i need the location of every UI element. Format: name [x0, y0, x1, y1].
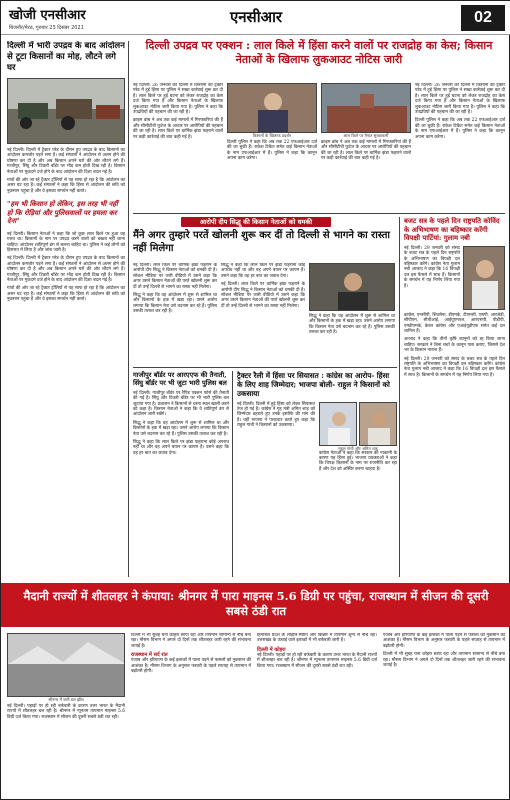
photo-red-fort: [321, 83, 411, 133]
weather-col-2: [131, 633, 251, 795]
story-body: सिद्धू ने कहा कि लाल किले पर झंडा फहराना कोई अपराध नहीं था और वह अपने बयान पर कायम है। उसने कहा कि वह हर बात का जवाब देगा।: [221, 263, 305, 279]
story-body: नई दिल्ली। दिल्ली में हुई हिंसा को लेकर सियासत तेज हो गई है। कांग्रेस ने गृह मंत्री अमित शाह को जिम्मेदार ठहराते हुए उनके इस्तीफे की मांग की है। वहीं भाजपा ने पलटवार करते हुए कहा कि राहुल गांधी ने किसानों को उकसाया।: [237, 401, 315, 429]
lead-headline-block: [133, 39, 505, 79]
story-body: गांवों की ओर जा रहे ट्रैक्टर ट्रॉलियों से यह साफ हो रहा है कि आंदोलन का असर घट रहा है। कई संगठनों ने कहा कि हिंसा से आंदोलन की छवि को नुकसान पहुंचा है और वे इसका समर्थन नहीं करते।: [7, 178, 125, 194]
photo-caption: लाल किले पर तैनात सुरक्षाकर्मी: [343, 133, 389, 138]
story-body: हिमाचल प्रदेश के लाहौल-स्पीति और किन्नौर में तापमान शून्य से नीचे रहा। उत्तराखंड के ऊंचाई वाले इलाकों में भी बर्फबारी जारी है।: [257, 633, 377, 644]
sidhu-portrait-image: [310, 264, 395, 311]
paper-name: खोजी एनसीआर: [9, 8, 86, 23]
story-body: नई दिल्ली। पहाड़ों पर हो रही बर्फबारी के कारण उत्तर भारत के मैदानी राज्यों में शीतलहर चल रही है। श्रीनगर में न्यूनतम तापमान माइनस 5.6 डिग्री दर्ज किया गया। राजस्थान में सीजन की दूसरी सबसे ठंडी रात रही।: [257, 652, 377, 669]
rahul-portrait-image: [320, 403, 357, 446]
subheading: राजस्थान में सर्द रात: [131, 652, 168, 659]
lead-story-col-3: [321, 83, 411, 211]
story-headline: बजट सत्र के पहले दिन राष्ट्रपति कोविंद के अभिभाषण का बहिष्कार करेंगी विपक्षी पार्टियां: गुलाम नबी: [404, 217, 500, 243]
photo-dal-lake: [7, 633, 125, 697]
section-title: एनसीआर: [229, 8, 283, 26]
weather-headline: मैदानी राज्यों में शीतलहर ने कंपाया: श्रीनगर में पारा माइनस 5.6 डिग्री पर पहुंचा, राजस्थान में सीजन की दूसरी सबसे ठंडी रात: [23, 589, 489, 618]
story-body: दिल्ली पुलिस ने कहा कि अब तक 22 एफआईआर दर्ज की जा चुकी हैं। राकेश टिकैत समेत कई किसान नेताओं के नाम एफआईआर में हैं। पुलिस ने कहा कि कानून अपना काम करेगा।: [415, 118, 505, 140]
story-body: क्राइम ब्रांच ने अब तक कई मामलों में गिरफ्तारियां की हैं और सीसीटीवी फुटेज के आधार पर आरोपियों की पहचान की जा रही है। लाल किले पर धार्मिक झंडा फहराने वालों पर कड़ी कार्रवाई की बात कही गई है।: [133, 118, 223, 140]
sidhu-col-2: [221, 263, 305, 363]
story-body: नई दिल्ली। 26 जनवरी को दिल्ली में किसानों की ट्रैक्टर परेड में हुई हिंसा पर पुलिस ने सख्त कार्रवाई शुरू कर दी है। लाल किले पर हुई घटना को लेकर राजद्रोह का केस दर्ज किया गया है और किसान नेताओं के खिलाफ लुकआउट नोटिस जारी किया गया है। पुलिस ने कहा कि उपद्रवियों की पहचान की जा रही है।: [415, 83, 505, 116]
story-body: कांग्रेस नेताओं ने कहा कि सरकार की नाकामी के कारण यह हिंसा हुई। भाजपा प्रवक्ताओं ने कहा कि विपक्ष किसानों के नाम पर राजनीति कर रहा है और देश को अस्थिर करना चाहता है।: [319, 450, 397, 472]
snow-lake-image: [8, 634, 125, 697]
story-body: पंजाब और हरियाणा के कई इलाकों में पाला पड़ने से फसलों को नुकसान की आशंका है। मौसम विभाग के अनुसार फरवरी के पहले सप्ताह से तापमान में बढ़ोतरी होगी।: [383, 633, 505, 649]
page-number: 02: [461, 5, 505, 31]
shah-portrait-image: [360, 403, 397, 446]
photo-caption: श्रीनगर में जमी डल झील: [48, 697, 84, 702]
pull-quote: "हम भी किसान हो लेकिन, इस तरह भी नहीं हो कि रोड़ियां और पुलिसवालों पर हमला कर देना": [7, 200, 118, 226]
story-body: कांग्रेस, एनसीपी, शिवसेना, डीएमके, टीएमसी, एसपी, आरजेडी, सीपीएम, सीपीआई, आईयूएमएल, आरएसपी, पीडीपी, एमडीएमके, केरल कांग्रेस और एआईयूडीएफ समेत कई दल शामिल हैं।: [404, 312, 505, 334]
lead-headline: दिल्ली उपद्रव पर एक्शन : लाल किले में हिंसा करने वालों पर राजद्रोह का केस; किसान नेताओं के खिलाफ लुकआउट नोटिस जारी: [145, 39, 493, 66]
story-body: नई दिल्ली। लाल किले पर धार्मिक झंडा फहराने के आरोपी दीप सिद्धू ने किसान नेताओं को धमकी दी है। सोशल मीडिया पर जारी वीडियो में उसने कहा कि अगर उसने किसान नेताओं की परतें खोलनी शुरू कर दीं तो उन्हें दिल्ली से भागने का रास्ता नहीं मिलेगा।: [133, 263, 217, 290]
masthead: [1, 1, 510, 35]
story-body: क्राइम ब्रांच ने अब तक कई मामलों में गिरफ्तारियां की हैं और सीसीटीवी फुटेज के आधार पर आरोपियों की पहचान की जा रही है। लाल किले पर धार्मिक झंडा फहराने वालों पर कड़ी कार्रवाई की बात कही गई है।: [321, 140, 411, 162]
azad-portrait-image: [464, 247, 505, 310]
story-body: नई दिल्ली। 26 जनवरी को दिल्ली में किसानों की ट्रैक्टर परेड में हुई हिंसा पर पुलिस ने सख्त कार्रवाई शुरू कर दी है। लाल किले पर हुई घटना को लेकर राजद्रोह का केस दर्ज किया गया है और किसान नेताओं के खिलाफ लुकआउट नोटिस जारी किया गया है। पुलिस ने कहा कि उपद्रवियों की पहचान की जा रही है।: [133, 83, 223, 116]
story-body: सिद्धू ने कहा कि वह आंदोलन में शुरू से शामिल था और किसानों के हक में खड़ा रहा। उसने आरोप लगाया कि किसान नेता उसे बदनाम कर रहे हैं। पुलिस उसकी तलाश कर रही है।: [133, 420, 229, 437]
photo-shah: [359, 402, 397, 446]
column-divider: [232, 371, 233, 577]
protest-image: [228, 84, 317, 133]
lead-story-col-4: [415, 83, 505, 211]
story-body: दिल्ली में भी सुबह घना कोहरा छाया रहा और तापमान सामान्य से नीचे बना रहा। मौसम विभाग ने अगले दो दिनों तक शीतलहर जारी रहने की संभावना जताई है।: [131, 633, 251, 649]
weather-headline-band: [1, 583, 510, 627]
story-body: नई दिल्ली। किसान नेताओं ने कहा कि जो कुछ लाल किले पर हुआ वह गलत था। किसानों के नाम पर उपद्रव करने वालों को बख्शा नहीं जाना चाहिए। आंदोलन शांतिपूर्ण ढंग से चलना चाहिए था। पुलिस ने कई लोगों को हिरासत में लिया है और जांच जारी है।: [7, 231, 125, 253]
photo-azad: [463, 246, 505, 310]
photo-sidhu: [309, 263, 395, 311]
story-headline: गाजीपुर बॉर्डर पर आरएएफ की तैनाती, सिंघु बॉर्डर पर भी जुटा भारी पुलिस बल: [133, 371, 227, 388]
story-body: पंजाब और हरियाणा के कई इलाकों में पाला पड़ने से फसलों को नुकसान की आशंका है। मौसम विभाग के अनुसार फरवरी के पहले सप्ताह से तापमान में बढ़ोतरी होगी।: [131, 658, 251, 675]
story-body: गांवों की ओर जा रहे ट्रैक्टर ट्रॉलियों से यह साफ हो रहा है कि आंदोलन का असर घट रहा है। कई संगठनों ने कहा कि हिंसा से आंदोलन की छवि को नुकसान पहुंचा है और वे इसका समर्थन नहीं करते।: [7, 286, 125, 303]
red-fort-image: [322, 84, 411, 133]
photo-caption: राहुल गांधी और अमित शाह: [338, 445, 378, 451]
photo-protest: [227, 83, 317, 133]
story-body: नई दिल्ली। गाजीपुर बॉर्डर पर रैपिड एक्शन फोर्स की तैनाती की गई है। सिंघु और टिकरी बॉर्डर पर भी भारी पुलिस बल जुटाया गया है। प्रशासन ने किसानों से धरना स्थल खाली करने को कहा है। किसान नेताओं ने कहा कि वे शांतिपूर्ण ढंग से आंदोलन जारी रखेंगे।: [133, 390, 229, 418]
story-body: नई दिल्ली। दिल्ली में ट्रैक्टर परेड के दौरान हुए उपद्रव के बाद किसानों का आंदोलन कमजोर पड़ने लगा है। कई संगठनों ने आंदोलन से अलग होने की घोषणा कर दी है और अब किसान अपने घरों की ओर लौटने लगे हैं। गाजीपुर, सिंघु और टिकरी बॉर्डर पर भीड़ कम होती दिख रही है। किसान नेताओं पर मुकदमे दर्ज होने के बाद आंदोलन की दिशा बदल गई है।: [7, 256, 125, 283]
sidhu-col-1: [133, 263, 217, 363]
story-body: सिद्धू ने कहा कि वह आंदोलन में शुरू से शामिल था और किसानों के हक में खड़ा रहा। उसने आरोप लगाया कि किसान नेता उसे बदनाम कर रहे हैं। पुलिस उसकी तलाश कर रही है।: [133, 293, 217, 315]
story-body: नई दिल्ली। लाल किले पर धार्मिक झंडा फहराने के आरोपी दीप सिद्धू ने किसान नेताओं को धमकी दी है। सोशल मीडिया पर जारी वीडियो में उसने कहा कि अगर उसने किसान नेताओं की परतें खोलनी शुरू कर दीं तो उन्हें दिल्ली से भागने का रास्ता नहीं मिलेगा।: [221, 282, 305, 309]
kicker-ribbon: आरोपी दीप सिद्धू की किसान नेताओं को धमकी: [181, 217, 331, 227]
subheading: दिल्ली में कोहरा: [257, 646, 286, 653]
story-body: नई दिल्ली। पहाड़ों पर हो रही बर्फबारी के कारण उत्तर भारत के मैदानी राज्यों में शीतलहर चल रही है। श्रीनगर में न्यूनतम तापमान माइनस 5.6 डिग्री दर्ज किया गया। राजस्थान में सीजन की दूसरी सबसे ठंडी रात रही।: [7, 704, 125, 720]
lead-story-col-1: [133, 83, 223, 211]
weather-col-4: [383, 633, 505, 795]
date-line: बिजनौर/मेरठ, गुरुवार 23 दिसंबर 2021: [9, 25, 84, 31]
column-divider: [399, 217, 400, 577]
story-body: नई दिल्ली। 29 जनवरी को संसद के बजट सत्र के पहले दिन राष्ट्रपति के अभिभाषण का विपक्षी दल बहिष्कार करेंगे। कांग्रेस नेता गुलाम नबी आजाद ने कहा कि 16 विपक्षी दल इस फैसले में साथ हैं। किसानों के समर्थन में यह निर्णय लिया गया है।: [404, 245, 460, 289]
sidhu-headline: मैंने अगर तुम्हारे परतें खोलनी शुरू कर दीं तो दिल्ली से भागने का रास्ता नहीं मिलेगा: [133, 230, 391, 254]
story-body: दिल्ली में भी सुबह घना कोहरा छाया रहा और तापमान सामान्य से नीचे बना रहा। मौसम विभाग ने अगले दो दिनों तक शीतलहर जारी रहने की संभावना जताई है।: [383, 652, 505, 669]
column-divider: [128, 41, 129, 577]
tractor-scene-image: [8, 79, 125, 144]
photo-rahul: [319, 402, 357, 446]
story-ghazipur: [133, 371, 229, 577]
story-parliament: [404, 217, 505, 577]
story-body: सिद्धू ने कहा कि वह आंदोलन में शुरू से शामिल था और किसानों के हक में खड़ा रहा। उसने आरोप लगाया कि किसान नेता उसे बदनाम कर रहे हैं। पुलिस उसकी तलाश कर रही है।: [309, 314, 395, 336]
story-body: दिल्ली पुलिस ने कहा कि अब तक 22 एफआईआर दर्ज की जा चुकी हैं। राकेश टिकैत समेत कई किसान नेताओं के नाम एफआईआर में हैं। पुलिस ने कहा कि कानून अपना काम करेगा।: [227, 140, 317, 162]
story-body: आजाद ने कहा कि तीनों कृषि कानूनों को रद्द किया जाना चाहिए। सरकार ने बिना चर्चा के कानून पास कराए, जिससे देश भर के किसान नाराज हैं।: [404, 337, 505, 354]
story-headline: ट्रैक्टर रैली में हिंसा पर सियासत : कांग्रेस का आरोप- हिंसा के लिए शाह जिम्मेदार; भाजपा बोली- राहुल ने किसानों को उकसाया: [237, 371, 390, 399]
story-farmers-return: [7, 41, 125, 577]
story-body: नई दिल्ली। दिल्ली में ट्रैक्टर परेड के दौरान हुए उपद्रव के बाद किसानों का आंदोलन कमजोर पड़ने लगा है। कई संगठनों ने आंदोलन से अलग होने की घोषणा कर दी है और अब किसान अपने घरों की ओर लौटने लगे हैं। गाजीपुर, सिंघु और टिकरी बॉर्डर पर भीड़ कम होती दिख रही है। किसान नेताओं पर मुकदमे दर्ज होने के बाद आंदोलन की दिशा बदल गई है।: [7, 148, 125, 175]
weather-col-3: [257, 633, 377, 795]
lead-story-col-2: [227, 83, 317, 211]
story-body: नई दिल्ली। 29 जनवरी को संसद के बजट सत्र के पहले दिन राष्ट्रपति के अभिभाषण का विपक्षी दल बहिष्कार करेंगे। कांग्रेस नेता गुलाम नबी आजाद ने कहा कि 16 विपक्षी दल इस फैसले में साथ हैं। किसानों के समर्थन में यह निर्णय लिया गया है।: [404, 356, 505, 378]
sidhu-col-3: [309, 263, 395, 363]
weather-col-1: [7, 633, 125, 795]
story-tractor-politics: [237, 371, 397, 577]
section-divider: [133, 367, 397, 368]
sidhu-headline-block: [133, 229, 395, 259]
section-divider: [133, 213, 505, 214]
photo-caption: किसानों के खिलाफ प्रदर्शन: [252, 133, 292, 138]
story-body: सिद्धू ने कहा कि लाल किले पर झंडा फहराना कोई अपराध नहीं था और वह अपने बयान पर कायम है। उसने कहा कि वह हर बात का जवाब देगा।: [133, 440, 229, 456]
story-headline: दिल्ली में भारी उपद्रव के बाद आंदोलन से टूटा किसानों का मोह, लौटने लगे घर: [7, 41, 125, 73]
photo-tractors: [7, 78, 125, 144]
